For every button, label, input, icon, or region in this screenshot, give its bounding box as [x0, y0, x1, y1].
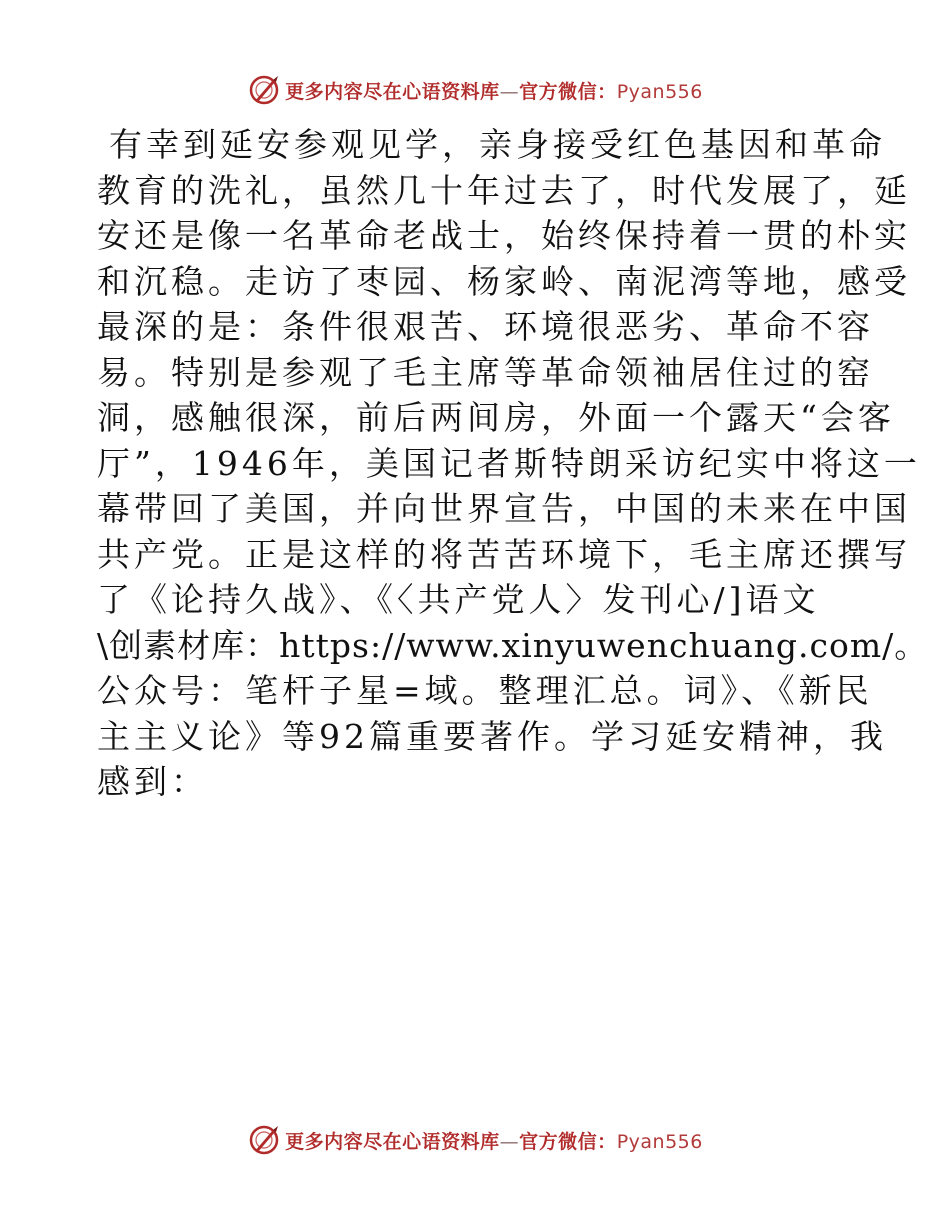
body-line: 易。特别是参观了毛主席等革命领袖居住过的窑: [97, 352, 874, 392]
document-body: [97, 122, 929, 805]
banner-dash: —: [499, 80, 520, 103]
banner-text: [285, 1127, 703, 1154]
banner-main-text: 更多内容尽在心语资料库: [285, 1130, 500, 1153]
banner-wechat-label: 官方微信：: [519, 1130, 617, 1153]
body-line: 了《论持久战》、《〈共产党人〉发刊心/]语文: [97, 580, 820, 619]
header-banner: [0, 70, 950, 110]
banner-wechat-id: Pyan556: [616, 1130, 703, 1153]
banner-wechat-label: 官方微信：: [519, 80, 617, 103]
body-line: 主主义论》等92篇重要著作。学习延安精神，我: [97, 716, 887, 756]
quill-pen-logo-icon: [247, 1123, 281, 1157]
body-line: 共产党。正是这样的将苦苦环境下，毛主席还撰写: [97, 534, 911, 574]
banner-dash: —: [499, 1130, 520, 1153]
body-line: 公众号：笔杆子星=域。整理汇总。词》、《新民: [97, 671, 873, 710]
banner-wechat-id: Pyan556: [616, 80, 703, 103]
banner-text: [285, 77, 703, 104]
body-line: 和沉稳。走访了枣园、杨家岭、南泥湾等地，感受: [97, 261, 911, 301]
quill-pen-logo-icon: [247, 73, 281, 107]
banner-main-text: 更多内容尽在心语资料库: [285, 80, 500, 103]
body-line: 洞，感触很深，前后两间房，外面一个露天“会客: [97, 398, 895, 437]
body-line: 安还是像一名革命老战士，始终保持着一贯的朴实: [97, 216, 911, 255]
body-line: 厅”，1946年，美国记者斯特朗采访纪实中将这一: [97, 443, 921, 483]
body-line: 感到：: [97, 762, 208, 801]
footer-banner: [0, 1120, 950, 1160]
body-line: 最深的是：条件很艰苦、环境很恶劣、革命不容: [97, 307, 874, 346]
body-line: 教育的洗礼，虽然几十年过去了，时代发展了，延: [97, 170, 911, 210]
body-line-url: \创素材库：https://www.xinyuwenchuang.com/。: [97, 625, 929, 665]
body-line: 幕带回了美国，并向世界宣告，中国的未来在中国: [97, 489, 911, 528]
body-line: 有幸到延安参观见学，亲身接受红色基因和革命: [109, 125, 886, 164]
